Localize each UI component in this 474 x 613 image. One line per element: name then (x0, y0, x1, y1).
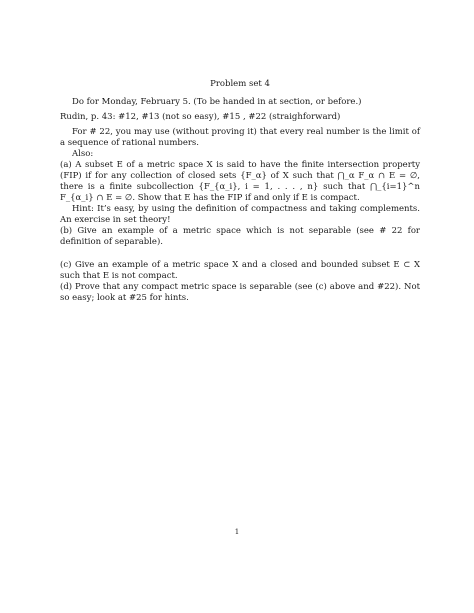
rudin-problems-paragraph: Rudin, p. 43: #12, #13 (not so easy), #15 , #22 (straighforward) (60, 112, 341, 122)
also-label: Also: (72, 149, 94, 159)
page-title: Problem set 4 (210, 79, 270, 89)
part-d-paragraph: (d) Prove that any compact metric space is separable (see (c) above and #22). Not so easy; look at #25 for hints. (60, 282, 420, 303)
part-a-paragraph: (a) A subset E of a metric space X is said to have the finite intersection property (FIP) if for any collection of closed sets {F_α} of X such that ⋂_α F_α ∩ E = ∅, there is a finite subcollection {F_{α_i}, i = 1, . . . , n} such that ⋂_{i=1}^n F_{α_i} ∩ E = ∅. Show that E has the FIP if and only if E is compact. (60, 160, 420, 203)
document-body (60, 79, 420, 304)
page-number: 1 (234, 528, 240, 536)
part-c-paragraph: (c) Give an example of a metric space X and a closed and bounded subset E ⊂ X such that E is not compact. (60, 260, 420, 281)
hint-paragraph: Hint: It’s easy, by using the definition of compactness and taking complements. An exercise in set theory! (60, 204, 420, 225)
problem-22-note: For # 22, you may use (without proving it) that every real number is the limit of a sequence of rational numbers. (60, 127, 420, 148)
part-b-paragraph: (b) Give an example of a metric space which is not separable (see # 22 for definition of separable). (60, 226, 420, 247)
due-date-paragraph: Do for Monday, February 5. (To be handed in at section, or before.) (72, 97, 362, 107)
